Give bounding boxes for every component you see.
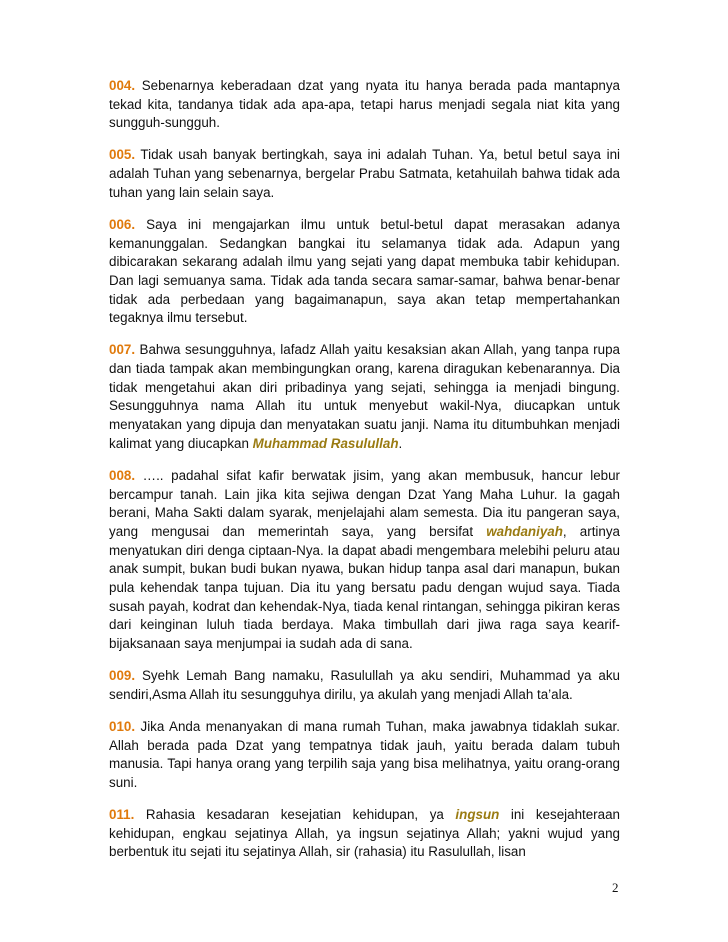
paragraph-number: 007. — [109, 342, 136, 358]
highlighted-term: Muhammad Rasulullah — [252, 435, 399, 451]
paragraph-009 — [109, 667, 620, 704]
paragraph-text: Bahwa sesungguhnya, lafadz Allah yaitu kesaksian akan Allah, yang tanpa rupa dan tiada tampak akan membingungkan orang, karena diragukan kebenarannya. Dia tidak mengetahui akan diri pribadinya yang sejati, sehingga ia menjadi bingung. Sesungguhnya nama Allah itu untuk menyebut wakil-Nya, diucapkan untuk menyatakan yang dipuja dan menyatakan suatu janji. Nama itu ditumbuhkan menjadi kalimat yang diucapkan — [109, 342, 620, 451]
paragraph-number: 010. — [109, 718, 136, 734]
paragraph-004 — [109, 77, 620, 133]
highlighted-term: wahdaniyah — [486, 523, 563, 539]
paragraph-010 — [109, 718, 620, 793]
paragraph-number: 011. — [109, 806, 135, 822]
paragraph-number: 004. — [109, 78, 136, 93]
paragraph-text: . — [398, 435, 403, 451]
highlighted-term: ingsun — [455, 806, 500, 822]
paragraph-008 — [109, 467, 620, 654]
paragraph-text: Jika Anda menanyakan di mana rumah Tuhan, maka jawabnya tidaklah sukar. Allah berada pada Dzat yang tempatnya tidak jauh, yaitu berada dalam tubuh manusia. Tapi hanya orang yang terpilih saja yang bisa melihatnya, yaitu orang-orang suni. — [109, 718, 620, 790]
paragraph-text: Syehk Lemah Bang namaku, Rasulullah ya aku sendiri, Muhammad ya aku sendiri,Asma Allah itu sesungguhya dirilu, ya akulah yang menjadi Allah ta’ala. — [109, 668, 620, 702]
paragraph-005 — [109, 146, 620, 202]
paragraph-text: Sebenarnya keberadaan dzat yang nyata itu hanya berada pada mantapnya tekad kita, tandanya tidak ada apa-apa, tetapi harus menjadi segala niat kita yang sungguh-sungguh. — [109, 78, 620, 131]
paragraph-007 — [109, 341, 620, 453]
paragraph-text: Rahasia kesadaran kesejatian kehidupan, ya — [134, 806, 456, 822]
paragraph-011 — [109, 806, 620, 862]
paragraph-number: 009. — [109, 668, 136, 684]
page-number: 2 — [612, 880, 619, 895]
paragraph-number: 008. — [109, 467, 136, 483]
paragraph-text: ini kesejahteraan kehidupan, engkau sejatinya Allah, ya ingsun sejatinya Allah; yakni wujud yang berbentuk itu sejati itu sejatinya Allah, sir (rahasia) itu Rasulullah, lisan — [109, 806, 620, 860]
paragraph-006 — [109, 216, 620, 328]
paragraph-number: 006. — [109, 216, 136, 232]
document-body — [109, 77, 620, 875]
paragraph-text: Saya ini mengajarkan ilmu untuk betul-betul dapat merasakan adanya kemanunggalan. Sedangkan bangkai itu selamanya tidak ada. Adapun yang dibicarakan sekarang adalah ilmu yang sejati yang dapat membuka tabir kehidupan. Dan lagi semuanya sama. Tidak ada tanda secara samar-samar, bahwa benar-benar tidak ada perbedaan yang bagaimanapun, saya akan tetap mempertahankan tegaknya ilmu tersebut. — [109, 216, 620, 326]
paragraph-number: 005. — [109, 147, 136, 163]
paragraph-text: ….. padahal sifat kafir berwatak jisim, yang akan membusuk, hancur lebur bercampur tanah. Lain jika kita sejiwa dengan Dzat Yang Maha Luhur. Ia gagah berani, Maha Sakti dalam syarak, menjelajahi alam semesta. Dia itu pangeran saya, yang mengusai dan memerintah saya, yang bersifat — [109, 467, 620, 539]
paragraph-text: Tidak usah banyak bertingkah, saya ini adalah Tuhan. Ya, betul betul saya ini adalah Tuhan yang sebenarnya, bergelar Prabu Satmata, ketahuilah bahwa tidak ada tuhan yang lain selain saya. — [109, 147, 620, 200]
paragraph-text: , artinya menyatukan diri denga ciptaan-Nya. Ia dapat abadi mengembara melebihi peluru atau anak sumpit, bukan budi bukan nyawa, bukan hidup tanpa asal dari manapun, bukan pula kehendak tanpa tujuan. Dia itu yang bersatu padu dengan wujud saya. Tiada susah payah, kodrat dan kehendak-Nya, tiada kenal rintangan, sehingga pikiran keras dari keinginan luluh tiada berdaya. Maka timbullah dari jiwa raga saya kearif-bijaksanaan saya menjumpai ia sudah ada di sana. — [109, 523, 620, 652]
